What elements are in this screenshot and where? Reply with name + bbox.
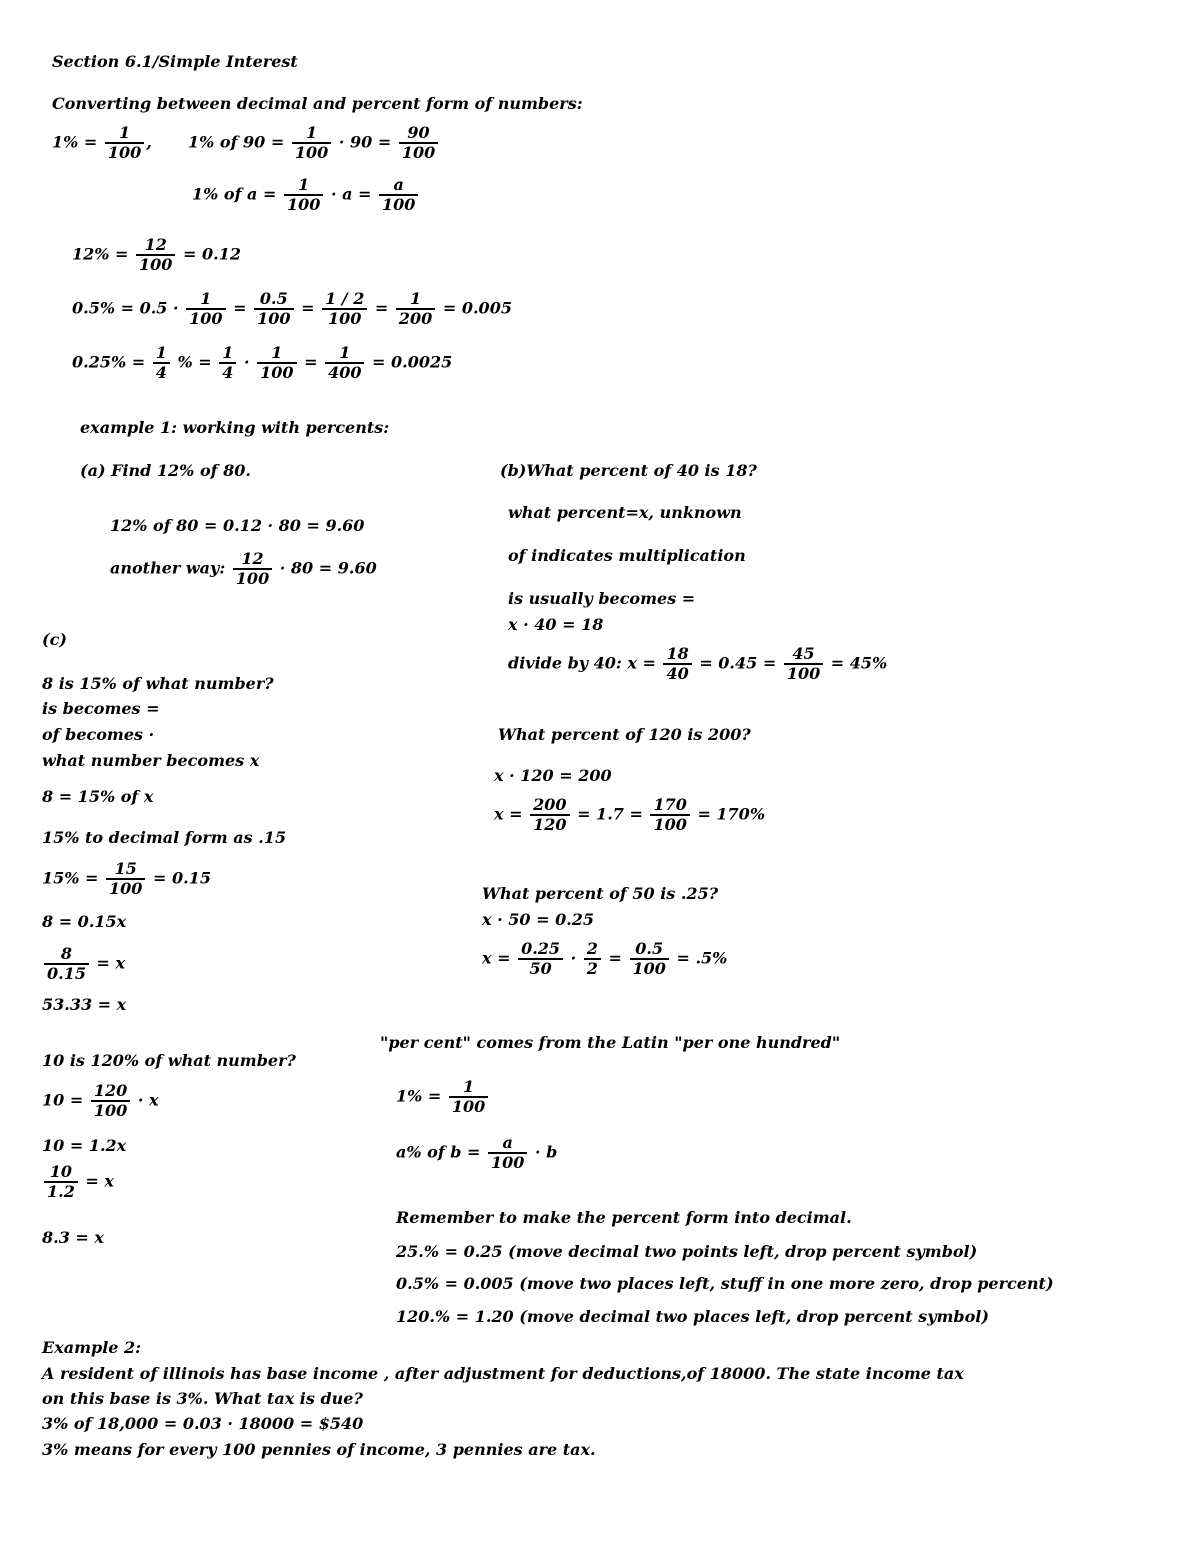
conv-line-2: 1% of a = $\frac{1}{100}$ · a = $\frac{a}{100}$	[192, 176, 420, 214]
example1d-heading: What percent of 120 is 200?	[498, 725, 751, 744]
fraction: $\frac{2}{2}$	[584, 940, 601, 978]
example2-heading: Example 2:	[42, 1338, 142, 1357]
remember-rule-3: 120.% = 1.20 (move decimal two places left, drop percent symbol)	[396, 1307, 989, 1326]
example1c-line3: of becomes ·	[42, 725, 155, 744]
fraction: $\frac{0.5}{100}$	[630, 940, 669, 978]
example1c-line8: 8 = 0.15x	[42, 912, 127, 931]
example1c-line10: 53.33 = x	[42, 995, 127, 1014]
example1c-line1: 8 is 15% of what number?	[42, 674, 274, 693]
example2-line4: 3% means for every 100 pennies of income, 3 pennies are tax.	[42, 1440, 596, 1459]
fraction: $\frac{15}{100}$	[106, 860, 145, 898]
example1f-line1: 10 = $\frac{120}{100}$ · x	[42, 1081, 159, 1120]
fraction: $\frac{1}{100}$	[186, 290, 225, 328]
example1e-heading: What percent of 50 is .25?	[482, 884, 719, 903]
percent-latin-note: "per cent" comes from the Latin "per one hundred"	[380, 1033, 841, 1052]
example1e-line2: x = $\frac{0.25}{50}$ · $\frac{2}{2}$ = $\frac{0.5}{100}$ = .5%	[482, 939, 728, 978]
fraction: $\frac{1}{200}$	[396, 290, 435, 328]
example1f-line2: 10 = 1.2x	[42, 1136, 127, 1155]
example1a-line2: another way: $\frac{12}{100}$ · 80 = 9.60	[110, 549, 377, 588]
conv-1a-left: 1% =	[52, 132, 98, 152]
fraction: $\frac{170}{100}$	[650, 796, 689, 834]
fraction: $\frac{0.25}{50}$	[518, 940, 563, 978]
example1f-heading: 10 is 120% of what number?	[42, 1051, 296, 1070]
fraction: $\frac{12}{100}$	[233, 550, 272, 588]
example1a-line1: 12% of 80 = 0.12 · 80 = 9.60	[110, 516, 365, 535]
example1b-line1: what percent=x, unknown	[508, 503, 742, 522]
fraction: $\frac{12}{100}$	[136, 236, 175, 274]
example1e-line1: x · 50 = 0.25	[482, 910, 595, 929]
example1-heading: example 1: working with percents:	[80, 418, 390, 437]
example1f-line3: $\frac{10}{1.2}$ = x	[42, 1163, 114, 1201]
example1c-line9: $\frac{8}{0.15}$ = x	[42, 945, 125, 983]
example1d-line2: x = $\frac{200}{120}$ = 1.7 = $\frac{170}{100}$ = 170%	[494, 795, 766, 834]
fraction: $\frac{1}{100}$	[284, 176, 323, 214]
fraction: $\frac{1}{4}$	[219, 344, 236, 382]
converting-heading: Converting between decimal and percent form of numbers:	[52, 94, 583, 113]
fraction: $\frac{90}{100}$	[399, 124, 438, 162]
fraction: $\frac{200}{120}$	[530, 796, 569, 834]
conv-line-5: 0.25% = $\frac{1}{4}$ % = $\frac{1}{4}$ · $\frac{1}{100}$ = $\frac{1}{400}$ = 0.0025	[72, 343, 453, 382]
example1c-line5: 8 = 15% of x	[42, 787, 154, 806]
example1c-line4: what number becomes x	[42, 751, 260, 770]
remember-rule-2: 0.5% = 0.005 (move two places left, stuff in one more zero, drop percent)	[396, 1274, 1054, 1293]
conv-line-3: 12% = $\frac{12}{100}$ = 0.12	[72, 235, 241, 274]
example1f-line4: 8.3 = x	[42, 1228, 104, 1247]
example1c-heading: (c)	[42, 630, 67, 649]
remember-rule-1: 25.% = 0.25 (move decimal two points left, drop percent symbol)	[396, 1242, 978, 1261]
example1b-heading: (b)What percent of 40 is 18?	[500, 461, 757, 480]
fraction: $\frac{0.5}{100}$	[254, 290, 293, 328]
fraction: $\frac{8}{0.15}$	[44, 945, 89, 983]
fraction: $\frac{1}{4}$	[153, 344, 170, 382]
note-formula-2: a% of b = $\frac{a}{100}$ · b	[396, 1133, 558, 1172]
example1d-line1: x · 120 = 200	[494, 766, 612, 785]
fraction: $\frac{1 / 2}{100}$	[322, 290, 367, 328]
conv-line-4: 0.5% = 0.5 · $\frac{1}{100}$ = $\frac{0.5}{100}$ = $\frac{1 / 2}{100}$ = $\frac{1}{200}$ = 0.005	[72, 289, 512, 328]
example1b-line4: x · 40 = 18	[508, 615, 604, 634]
fraction: $\frac{a}{100}$	[488, 1134, 527, 1172]
fraction: $\frac{1}{400}$	[325, 344, 364, 382]
example2-line2: on this base is 3%. What tax is due?	[42, 1389, 363, 1408]
example1b-line2: of indicates multiplication	[508, 546, 746, 565]
page-title: Section 6.1/Simple Interest	[52, 52, 298, 71]
fraction: $\frac{45}{100}$	[784, 645, 823, 683]
fraction: $\frac{1}{100}$	[105, 124, 144, 162]
remember-note: Remember to make the percent form into decimal.	[396, 1208, 852, 1227]
example1c-line7: 15% = $\frac{15}{100}$ = 0.15	[42, 859, 211, 898]
fraction: $\frac{18}{40}$	[663, 645, 691, 683]
fraction: $\frac{120}{100}$	[91, 1082, 130, 1120]
fraction: $\frac{1}{100}$	[449, 1078, 488, 1116]
example1b-line5: divide by 40: x = $\frac{18}{40}$ = 0.45 = $\frac{45}{100}$ = 45%	[508, 644, 888, 683]
conv-line-1b: 1% of 90 = $\frac{1}{100}$ · 90 = $\frac{90}{100}$	[188, 124, 440, 162]
note-formula-1: 1% = $\frac{1}{100}$	[396, 1078, 490, 1116]
fraction: $\frac{10}{1.2}$	[44, 1163, 78, 1201]
fraction: $\frac{1}{100}$	[257, 344, 296, 382]
example1b-line3: is usually becomes =	[508, 589, 696, 608]
example2-line3: 3% of 18,000 = 0.03 · 18000 = $540	[42, 1414, 364, 1433]
example1c-line2: is becomes =	[42, 699, 160, 718]
example1a-heading: (a) Find 12% of 80.	[80, 461, 251, 480]
fraction: $\frac{a}{100}$	[379, 176, 418, 214]
fraction: $\frac{1}{100}$	[292, 124, 331, 162]
example1c-line6: 15% to decimal form as .15	[42, 828, 287, 847]
example2-line1: A resident of illinois has base income , after adjustment for deductions,of 18000. The state income tax	[42, 1364, 964, 1383]
conv-line-1a: 1% = $\frac{1}{100}$ ,	[52, 123, 152, 162]
